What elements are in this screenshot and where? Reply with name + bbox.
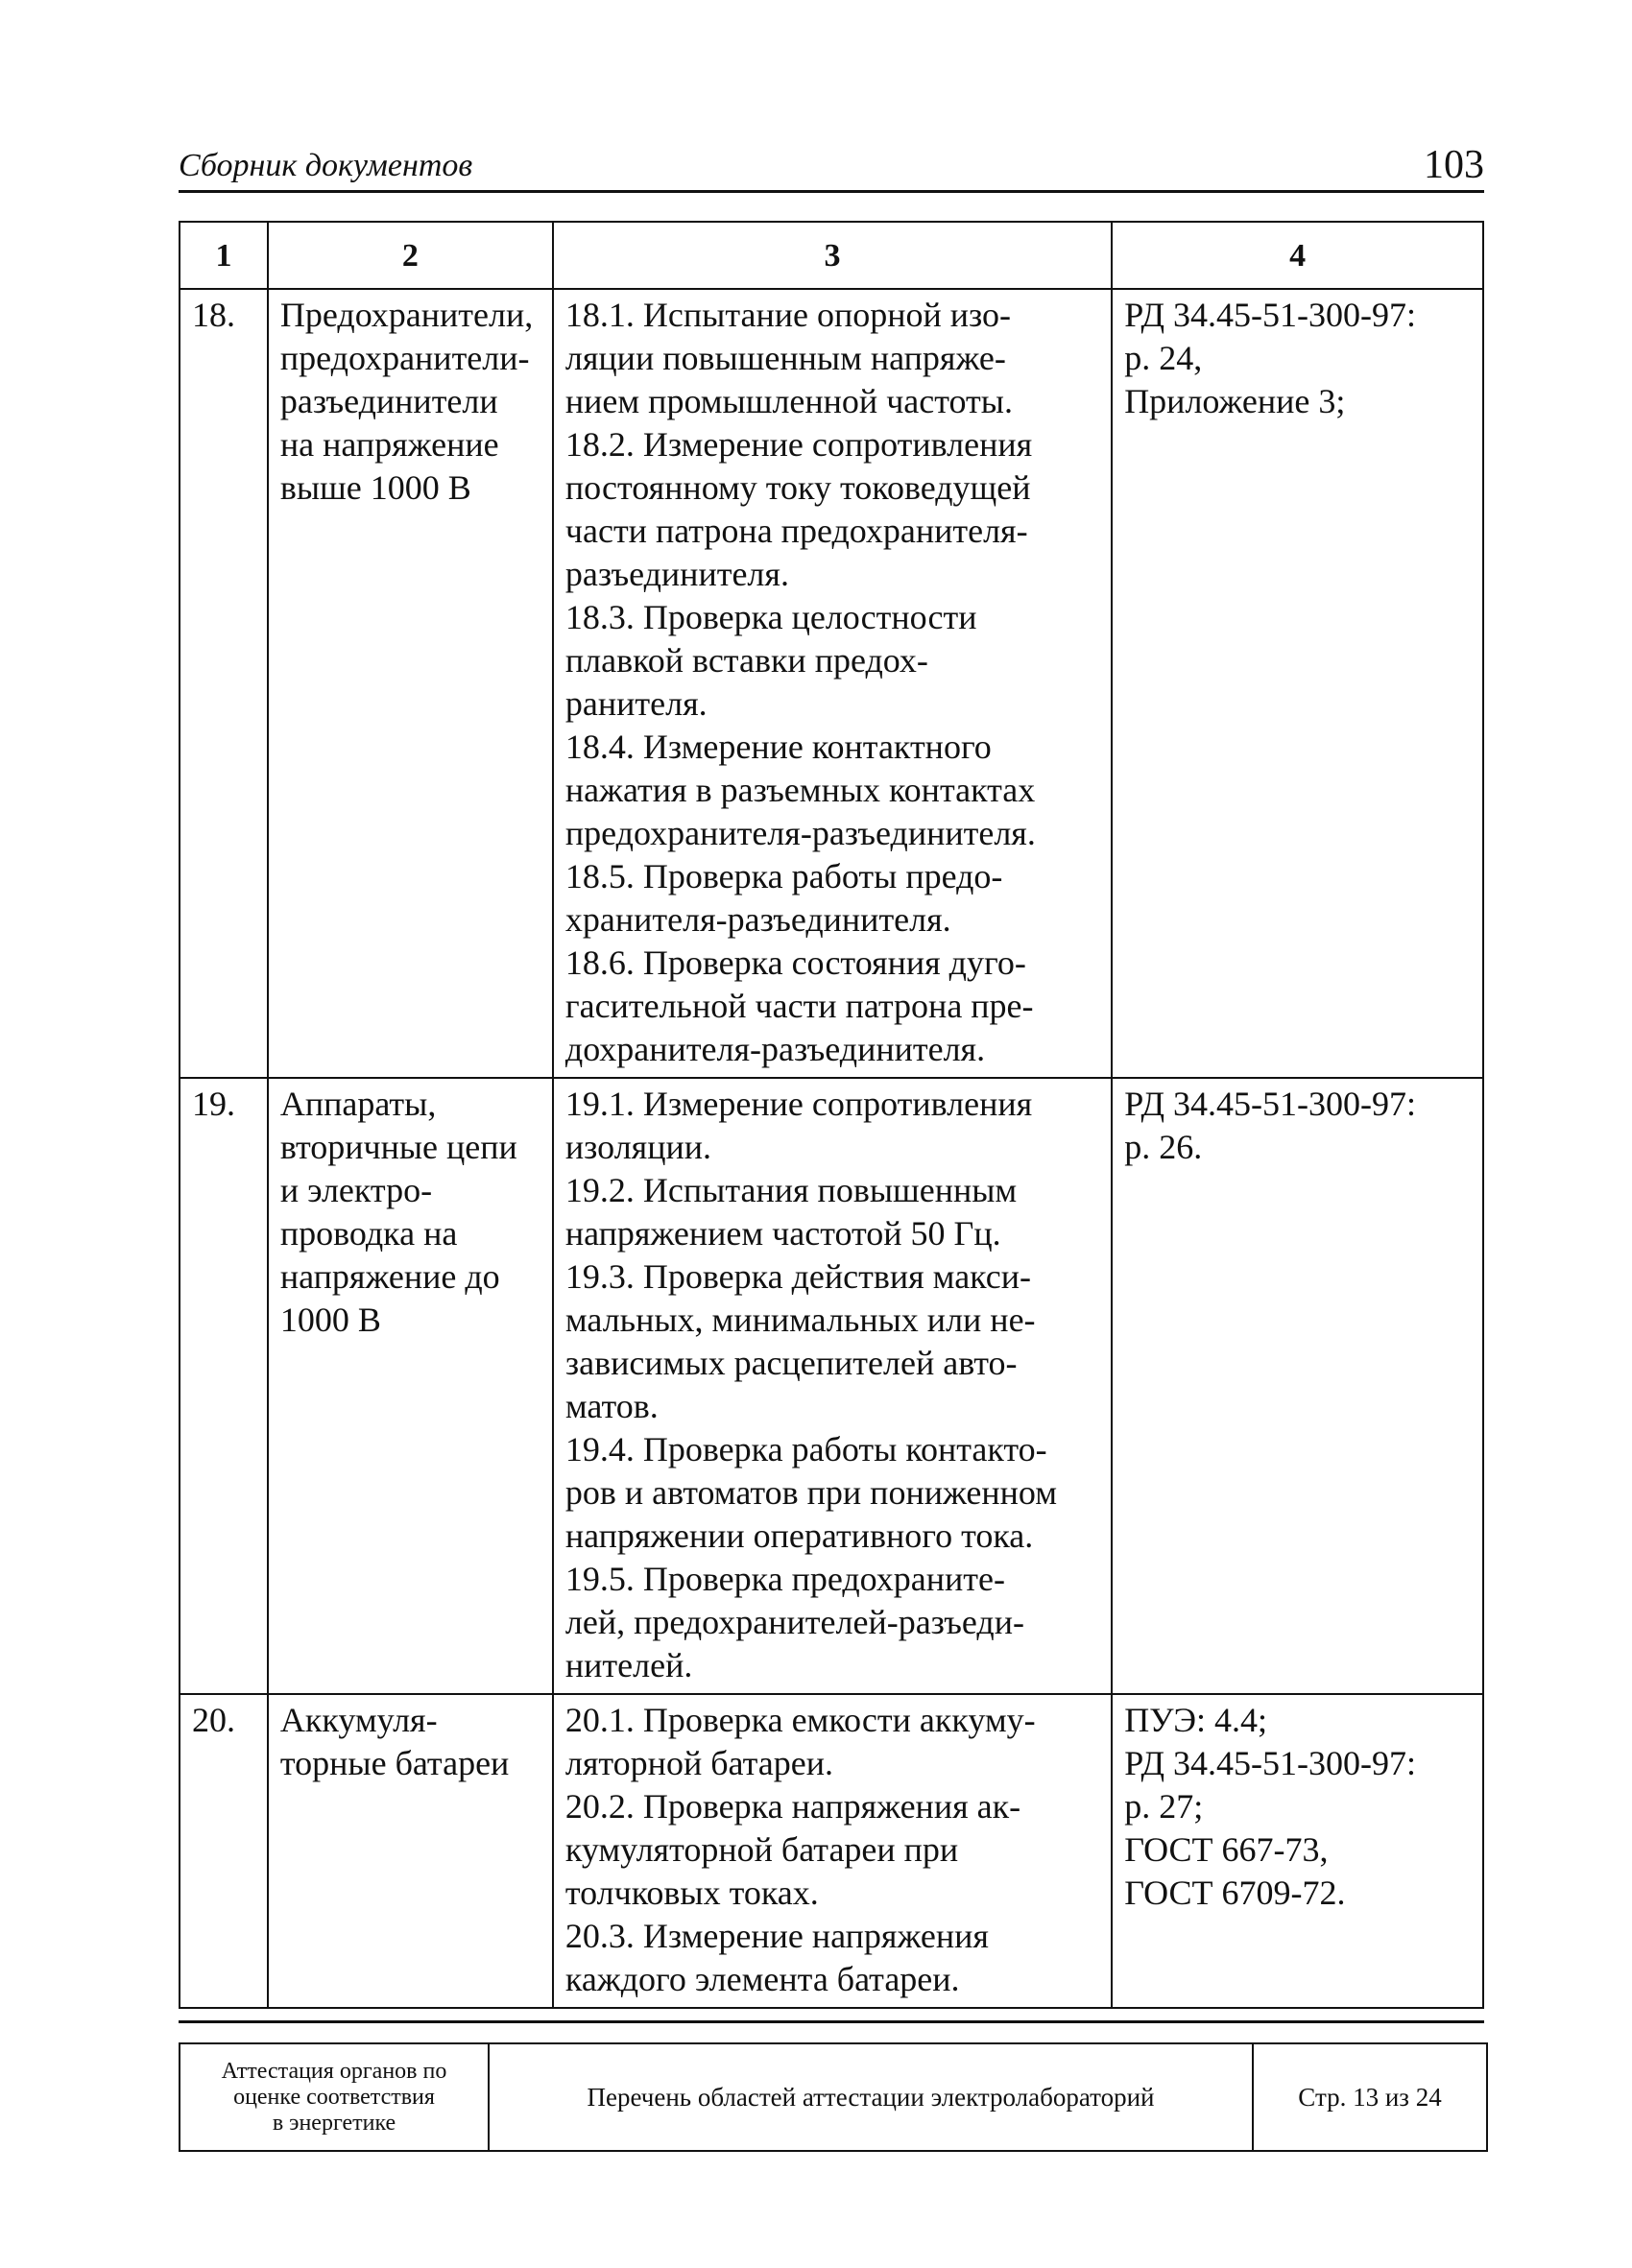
table-row bbox=[180, 289, 1483, 1078]
footer-org bbox=[180, 2043, 489, 2151]
normative-refs-line: ГОСТ 6709-72. bbox=[1124, 1874, 1346, 1912]
table-row bbox=[180, 1694, 1483, 2008]
object-name-line: торные батареи bbox=[279, 1744, 510, 1782]
object-name-line: Предохранители, bbox=[279, 296, 534, 334]
test-list-line: напряжении оперативного тока. bbox=[564, 1516, 1034, 1555]
test-list-line: 18.3. Проверка целостности bbox=[564, 598, 977, 636]
test-list-line: 20.3. Измерение напряжения bbox=[564, 1917, 989, 1955]
column-header: 3 bbox=[553, 222, 1112, 289]
normative-refs-line: р. 27; bbox=[1124, 1787, 1204, 1826]
footer-doc-title: Перечень областей аттестации электролабораторий bbox=[489, 2043, 1253, 2151]
test-list-line: ров и автоматов при пониженном bbox=[564, 1473, 1057, 1512]
footer-org-line: оценке соответствия bbox=[233, 2084, 435, 2110]
test-list bbox=[553, 1694, 1112, 2008]
test-list-line: предохранителя-разъединителя. bbox=[564, 814, 1036, 852]
row-number: 20. bbox=[180, 1694, 268, 2008]
normative-refs-line: ПУЭ: 4.4; bbox=[1124, 1701, 1267, 1739]
test-list-line: разъединителя. bbox=[564, 555, 789, 593]
normative-refs-line: Приложение 3; bbox=[1124, 382, 1346, 420]
object-name-line: 1000 В bbox=[279, 1301, 381, 1339]
test-list-line: 19.5. Проверка предохраните- bbox=[564, 1560, 1005, 1598]
attestation-table bbox=[179, 221, 1484, 2009]
footer-org-line: Аттестация органов по bbox=[221, 2058, 447, 2084]
test-list-line: 19.1. Измерение сопротивления bbox=[564, 1085, 1033, 1123]
object-name-line: предохранители- bbox=[279, 339, 530, 377]
footer-org-line: в энергетике bbox=[272, 2110, 396, 2136]
test-list-line: хранителя-разъединителя. bbox=[564, 900, 951, 939]
test-list-line: зависимых расцепителей авто- bbox=[564, 1344, 1018, 1382]
test-list-line: 18.4. Измерение контактного bbox=[564, 728, 992, 766]
object-name bbox=[268, 289, 553, 1078]
test-list-line: части патрона предохранителя- bbox=[564, 512, 1028, 550]
test-list-line: толчковых токах. bbox=[564, 1874, 819, 1912]
test-list-line: матов. bbox=[564, 1387, 659, 1425]
page-number: 103 bbox=[1424, 143, 1484, 187]
object-name-line: разъединители bbox=[279, 382, 498, 420]
normative-refs-line: РД 34.45-51-300-97: bbox=[1124, 1744, 1417, 1782]
test-list-line: 19.2. Испытания повышенным bbox=[564, 1171, 1018, 1209]
object-name-line: на напряжение bbox=[279, 425, 499, 464]
test-list-line: плавкой вставки предох- bbox=[564, 641, 928, 680]
test-list-line: напряжением частотой 50 Гц. bbox=[564, 1214, 1001, 1253]
footer-page-info: Стр. 13 из 24 bbox=[1253, 2043, 1487, 2151]
test-list-line: 18.6. Проверка состояния дуго- bbox=[564, 943, 1026, 982]
test-list-line: изоляции. bbox=[564, 1128, 712, 1166]
normative-refs-line: ГОСТ 667-73, bbox=[1124, 1830, 1329, 1869]
test-list-line: 20.2. Проверка напряжения ак- bbox=[564, 1787, 1021, 1826]
page-footer bbox=[179, 2042, 1488, 2152]
normative-refs-line: р. 24, bbox=[1124, 339, 1203, 377]
object-name-line: напряжение до bbox=[279, 1257, 500, 1296]
test-list-line: лей, предохранителей-разъеди- bbox=[564, 1603, 1024, 1641]
footer-rule bbox=[179, 2020, 1484, 2023]
test-list-line: ляторной батареи. bbox=[564, 1744, 833, 1782]
test-list-line: 19.4. Проверка работы контакто- bbox=[564, 1430, 1047, 1468]
column-header: 4 bbox=[1112, 222, 1483, 289]
test-list-line: каждого элемента батареи. bbox=[564, 1960, 960, 1998]
test-list-line: 18.2. Измерение сопротивления bbox=[564, 425, 1033, 464]
test-list-line: гасительной части патрона пре- bbox=[564, 987, 1034, 1025]
test-list-line: нителей. bbox=[564, 1646, 693, 1684]
test-list-line: дохранителя-разъединителя. bbox=[564, 1030, 986, 1068]
test-list-line: мальных, минимальных или не- bbox=[564, 1301, 1036, 1339]
object-name-line: и электро- bbox=[279, 1171, 433, 1209]
normative-refs-line: р. 26. bbox=[1124, 1128, 1203, 1166]
object-name bbox=[268, 1694, 553, 2008]
test-list-line: постоянному току токоведущей bbox=[564, 468, 1031, 507]
test-list-line: ранителя. bbox=[564, 684, 708, 723]
column-header: 2 bbox=[268, 222, 553, 289]
normative-refs-line: РД 34.45-51-300-97: bbox=[1124, 296, 1417, 334]
test-list-line: ляции повышенным напряже- bbox=[564, 339, 1006, 377]
object-name-line: Аппараты, bbox=[279, 1085, 437, 1123]
object-name-line: выше 1000 В bbox=[279, 468, 471, 507]
test-list bbox=[553, 289, 1112, 1078]
test-list-line: 18.5. Проверка работы предо- bbox=[564, 857, 1003, 895]
table-row bbox=[180, 1078, 1483, 1694]
test-list-line: нием промышленной частоты. bbox=[564, 382, 1013, 420]
test-list-line: 19.3. Проверка действия макси- bbox=[564, 1257, 1032, 1296]
table-header-row bbox=[180, 222, 1483, 289]
test-list-line: 20.1. Проверка емкости аккуму- bbox=[564, 1701, 1036, 1739]
object-name-line: вторичные цепи bbox=[279, 1128, 517, 1166]
normative-refs bbox=[1112, 289, 1483, 1078]
collection-title: Сборник документов bbox=[179, 148, 473, 183]
column-header: 1 bbox=[180, 222, 268, 289]
test-list bbox=[553, 1078, 1112, 1694]
test-list-line: кумуляторной батареи при bbox=[564, 1830, 959, 1869]
running-header bbox=[179, 142, 1484, 193]
normative-refs-line: РД 34.45-51-300-97: bbox=[1124, 1085, 1417, 1123]
object-name bbox=[268, 1078, 553, 1694]
row-number: 18. bbox=[180, 289, 268, 1078]
test-list-line: нажатия в разъемных контактах bbox=[564, 771, 1036, 809]
row-number: 19. bbox=[180, 1078, 268, 1694]
normative-refs bbox=[1112, 1694, 1483, 2008]
test-list-line: 18.1. Испытание опорной изо- bbox=[564, 296, 1012, 334]
normative-refs bbox=[1112, 1078, 1483, 1694]
object-name-line: Аккумуля- bbox=[279, 1701, 438, 1739]
object-name-line: проводка на bbox=[279, 1214, 458, 1253]
